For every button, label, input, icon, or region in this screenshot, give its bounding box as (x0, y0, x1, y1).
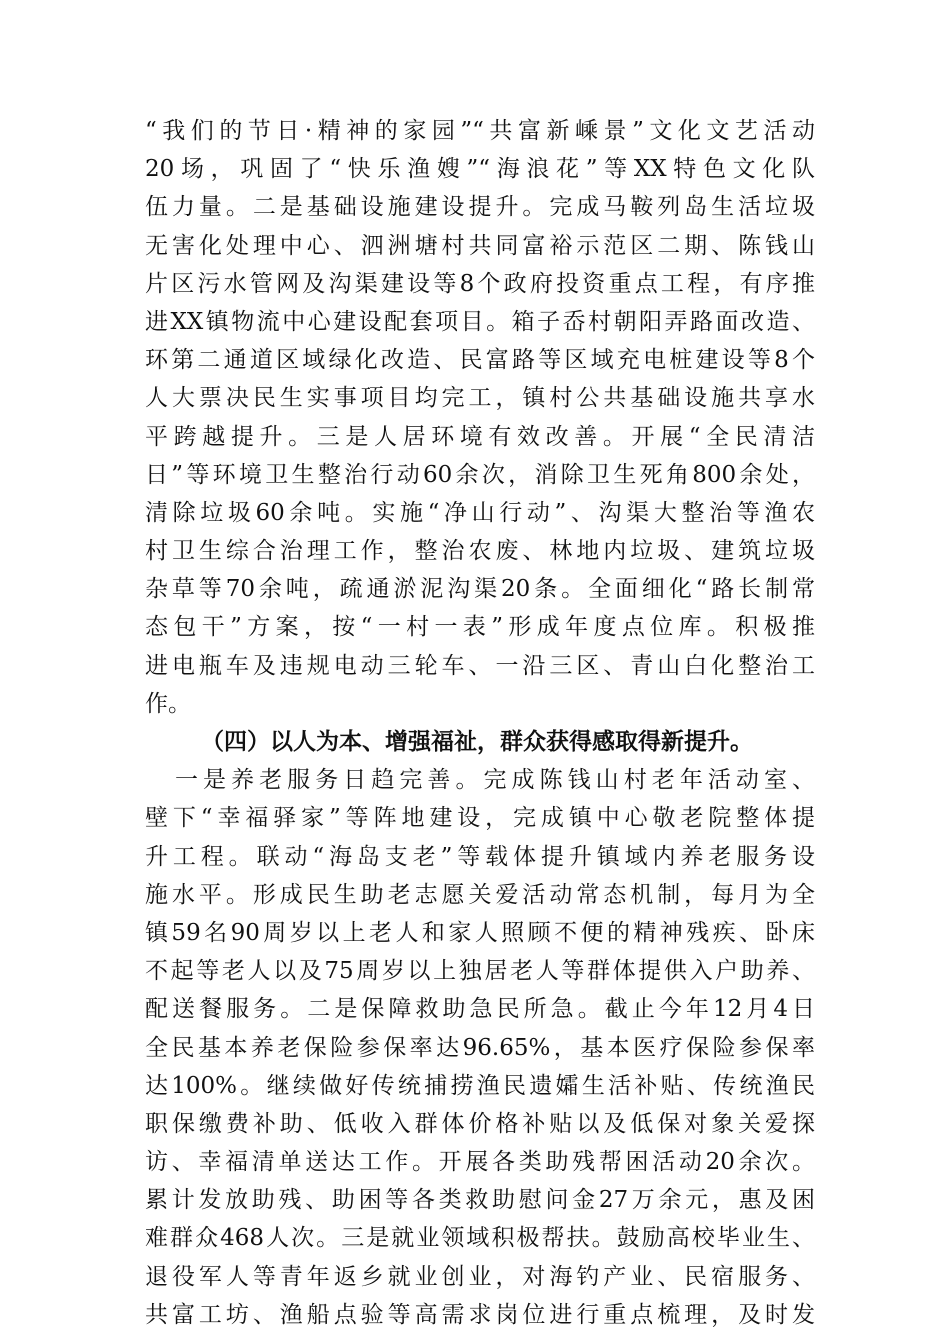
text-line: 累计发放助残、助困等各类救助慰问金27万余元，惠及困 (145, 1187, 815, 1214)
text-line: 态包干”方案，按“一村一表”形成年度点位库。积极推 (145, 614, 815, 641)
text-line: 进XX镇物流中心建设配套项目。箱子岙村朝阳弄路面改造、 (145, 308, 815, 335)
section-heading: （四）以人为本、增强福祉，群众获得感取得新提升。 (201, 728, 753, 755)
text-line: 片区污水管网及沟渠建设等8个政府投资重点工程，有序推 (145, 270, 815, 297)
text-line: 升工程。联动“海岛支老”等载体提升镇域内养老服务设 (145, 843, 815, 870)
text-line: 壁下“幸福驿家”等阵地建设，完成镇中心敬老院整体提 (145, 805, 815, 832)
text-line: 职保缴费补助、低收入群体价格补贴以及低保对象关爱探 (145, 1110, 815, 1137)
text-line: 平跨越提升。三是人居环境有效改善。开展“全民清洁 (145, 423, 815, 450)
text-line: 伍力量。二是基础设施建设提升。完成马鞍列岛生活垃圾 (145, 194, 815, 221)
text-line: 无害化处理中心、泗洲塘村共同富裕示范区二期、陈钱山 (145, 232, 815, 259)
text-line: 作。 (145, 690, 191, 717)
text-line: 不起等老人以及75周岁以上独居老人等群体提供入户助养、 (145, 958, 815, 985)
text-line: 人大票决民生实事项目均完工，镇村公共基础设施共享水 (145, 385, 815, 412)
text-line: 全民基本养老保险参保率达96.65%，基本医疗保险参保率 (145, 1034, 815, 1061)
text-line: 一是养老服务日趋完善。完成陈钱山村老年活动室、 (175, 767, 815, 794)
text-line: 难群众468人次。三是就业领域积极帮扶。鼓励高校毕业生、 (145, 1225, 815, 1252)
text-line: 环第二通道区域绿化改造、民富路等区域充电桩建设等8个 (145, 347, 815, 374)
text-line: 村卫生综合治理工作，整治农废、林地内垃圾、建筑垃圾 (145, 538, 815, 565)
text-line: 施水平。形成民生助老志愿关爱活动常态机制，每月为全 (145, 881, 815, 908)
text-line: 配送餐服务。二是保障救助急民所急。截止今年12月4日 (145, 996, 815, 1023)
text-line: 20场，巩固了“快乐渔嫂”“海浪花”等XX特色文化队 (145, 156, 815, 183)
text-line: 退役军人等青年返乡就业创业，对海钓产业、民宿服务、 (145, 1263, 815, 1290)
text-line: 日”等环境卫生整治行动60余次，消除卫生死角800余处， (145, 461, 815, 488)
text-line: 杂草等70余吨，疏通淤泥沟渠20条。全面细化“路长制常 (145, 576, 815, 603)
text-line: 共富工坊、渔船点验等高需求岗位进行重点梳理，及时发 (145, 1301, 815, 1328)
text-line: 镇59名90周岁以上老人和家人照顾不便的精神残疾、卧床 (145, 919, 815, 946)
text-line: 访、幸福清单送达工作。开展各类助残帮困活动20余次。 (145, 1149, 815, 1176)
body-text (145, 112, 815, 1334)
text-line: 达100%。继续做好传统捕捞渔民遗孀生活补贴、传统渔民 (145, 1072, 815, 1099)
text-line: 进电瓶车及违规电动三轮车、一沿三区、青山白化整治工 (145, 652, 815, 679)
text-line: 清除垃圾60余吨。实施“净山行动”、沟渠大整治等渔农 (145, 499, 815, 526)
text-line: “我们的节日·精神的家园”“共富新嵊景”文化文艺活动 (145, 118, 815, 144)
